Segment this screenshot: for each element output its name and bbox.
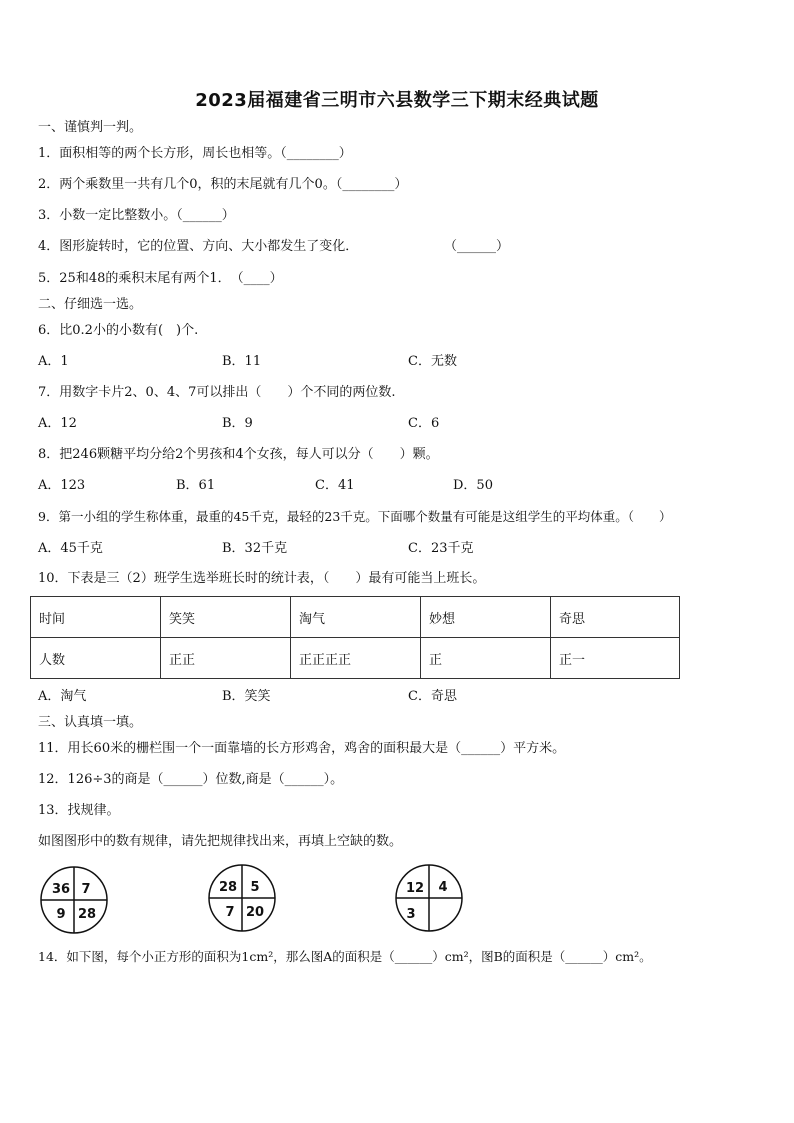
question-7-option-b: B．9 [222, 416, 253, 431]
question-6-option-c: C．无数 [408, 354, 457, 369]
pattern-circle-1 [41, 867, 107, 933]
circle-2-bottom-right: 20 [245, 905, 265, 920]
pattern-circle-2 [209, 865, 275, 931]
question-9-option-a: A．45千克 [38, 541, 103, 556]
question-10-option-b: B．笑笑 [222, 689, 271, 704]
section-choose-heading: 二、仔细选一选。 [38, 297, 143, 312]
question-5: 5．25和48的乘积末尾有两个1． （____） [38, 271, 283, 286]
circle-3-top-left: 12 [405, 881, 425, 896]
question-9: 9．第一小组的学生称体重，最重的45千克，最轻的23千克。下面哪个数量有可能是这组学生的平均体重。（ ） [38, 509, 672, 524]
question-11: 11．用长60米的栅栏围一个一面靠墙的长方形鸡舍，鸡舍的面积最大是（______）平方米。 [38, 741, 566, 756]
table-header-row [31, 597, 680, 638]
table-row [31, 638, 680, 679]
table-cell: 人数 [31, 638, 161, 679]
table-cell: 正一 [551, 638, 680, 679]
table-cell: 奇思 [551, 597, 680, 638]
circle-1-bottom-right: 28 [77, 907, 97, 922]
circle-3-bottom-left: 3 [406, 907, 416, 922]
question-6-option-b: B．11 [222, 354, 262, 369]
circle-1-bottom-left: 9 [56, 907, 66, 922]
question-8: 8．把246颗糖平均分给2个男孩和4个女孩，每人可以分（ ）颗。 [38, 447, 439, 462]
question-4: 4．图形旋转时，它的位置、方向、大小都发生了变化． [38, 239, 359, 254]
page-title: 2023届福建省三明市六县数学三下期末经典试题 [195, 90, 599, 111]
election-table [30, 596, 680, 679]
question-1: 1．面积相等的两个长方形，周长也相等。（________） [38, 146, 352, 161]
question-4-blank: （______） [444, 239, 510, 254]
circle-2-bottom-left: 7 [225, 905, 235, 920]
table-cell: 正 [421, 638, 551, 679]
pattern-circle-3 [396, 865, 462, 931]
question-10-option-c: C．奇思 [408, 689, 457, 704]
question-6-option-a: A．1 [38, 354, 69, 369]
table-cell: 笑笑 [161, 597, 291, 638]
question-7: 7．用数字卡片2、0、4、7可以排出（ ）个不同的两位数. [38, 385, 396, 400]
question-14: 14．如下图，每个小正方形的面积为1cm²，那么图A的面积是（______）cm²，图B的面积是（______）cm²。 [38, 949, 652, 964]
pattern-circles-figure [30, 862, 490, 934]
section-judge-heading: 一、谨慎判一判。 [38, 120, 143, 135]
question-8-option-d: D．50 [453, 478, 493, 493]
question-8-option-c: C．41 [315, 478, 355, 493]
question-10: 10．下表是三（2）班学生选举班长时的统计表，（ ）最有可能当上班长。 [38, 571, 486, 586]
circle-2-top-left: 28 [218, 880, 238, 895]
question-9-option-b: B．32千克 [222, 541, 288, 556]
table-cell: 淘气 [291, 597, 421, 638]
table-cell: 妙想 [421, 597, 551, 638]
question-7-option-a: A．12 [38, 416, 77, 431]
question-2: 2．两个乘数里一共有几个0，积的末尾就有几个0。（________） [38, 177, 408, 192]
question-13: 13．找规律。 [38, 803, 120, 818]
question-9-option-c: C．23千克 [408, 541, 474, 556]
section-fill-heading: 三、认真填一填。 [38, 715, 143, 730]
circle-1-top-right: 7 [81, 882, 91, 897]
question-12: 12．126÷3的商是（______）位数,商是（______）。 [38, 772, 344, 787]
circle-3-top-right: 4 [438, 880, 448, 895]
circle-2-top-right: 5 [250, 880, 260, 895]
question-7-option-c: C．6 [408, 416, 440, 431]
question-3: 3．小数一定比整数小。（______） [38, 208, 235, 223]
circle-1-top-left: 36 [51, 882, 71, 897]
question-13-description: 如图图形中的数有规律，请先把规律找出来，再填上空缺的数。 [38, 834, 403, 849]
question-8-option-a: A．123 [38, 478, 86, 493]
table-cell: 正正正正 [291, 638, 421, 679]
table-cell: 正正 [161, 638, 291, 679]
question-10-option-a: A．淘气 [38, 689, 87, 704]
table-cell: 时间 [31, 597, 161, 638]
question-6: 6．比0.2小的小数有( )个. [38, 323, 199, 338]
question-8-option-b: B．61 [176, 478, 216, 493]
